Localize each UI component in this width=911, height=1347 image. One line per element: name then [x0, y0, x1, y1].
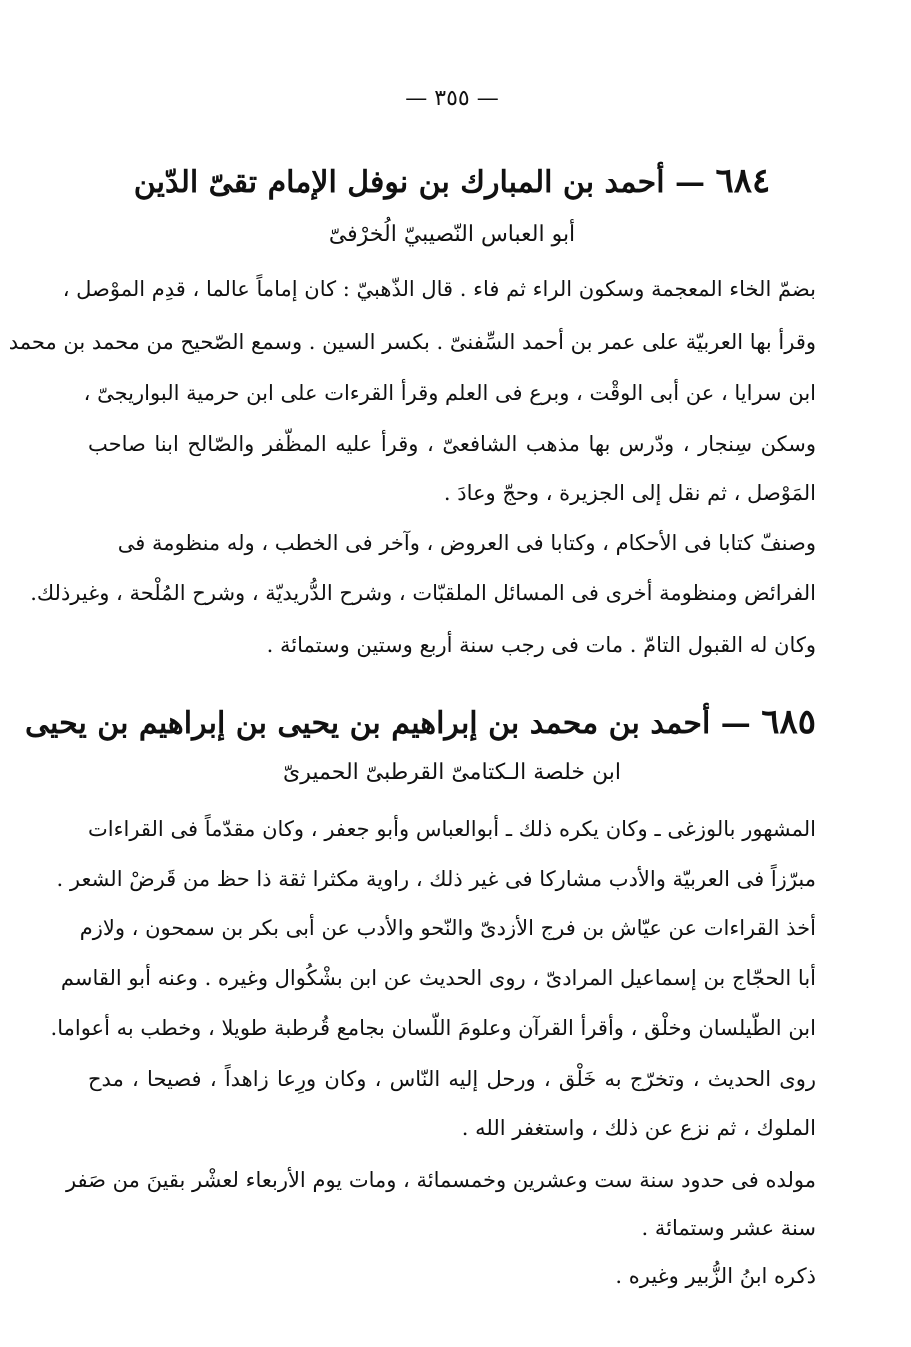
text-line: وقرأ بها العربيّة على عمر بن أحمد السِّفنىّ . بكسر السين . وسمع الصّحيح من محمد بن محمد — [8, 330, 816, 354]
text-line: وكان له القبول التامّ . مات فى رجب سنة أربع وستين وستمائة . — [266, 633, 816, 657]
entry-number: ٦٨٥ — [761, 702, 816, 742]
text-line: وسكن سِنجار ، ودّرس بها مذهب الشافعىّ ، وقرأ عليه المظّفر والصّالح ابنا صاحب — [88, 432, 816, 456]
entry-dash: — — [674, 165, 705, 200]
text-line: أخذ القراءات عن عيّاش بن فرج الأزدىّ والنّحو والأدب عن أبى بكر بن سمحون ، ولازم — [79, 916, 816, 940]
text-line: بضمّ الخاء المعجمة وسكون الراء ثم فاء . قال الذّهبيّ : كان إماماً عالما ، قدِم الموْصل ، — [62, 277, 816, 301]
entry-dash: — — [720, 706, 751, 741]
text-line: سنة عشر وستمائة . — [641, 1216, 816, 1240]
text-line: الملوك ، ثم نزع عن ذلك ، واستغفر الله . — [461, 1116, 816, 1140]
text-line: روى الحديث ، وتخرّج به خَلْق ، ورحل إليه النّاس ، وكان ورِعا زاهداً ، فصيحا ، مدح — [88, 1067, 816, 1091]
entry-title-684 — [88, 161, 816, 203]
text-line: أبا الحجّاج بن إسماعيل المرادىّ ، روى الحديث عن ابن بشْكُوال وغيره . وعنه أبو القاسم — [60, 966, 816, 990]
text-line: الفرائض ومنظومة أخرى فى المسائل الملقبّات ، وشرح الدُّريديّة ، وشرح المُلْحة ، وغيرذلك. — [30, 581, 816, 605]
page-number: — ٣٥٥ — — [405, 86, 499, 111]
document-page — [8, 0, 816, 1347]
text-line: وصنفّ كتابا فى الأحكام ، وكتابا فى العروض ، وآخر فى الخطب ، وله منظومة فى — [117, 531, 816, 555]
entry-title-685 — [25, 702, 816, 744]
text-line: ابن سرايا ، عن أبى الوقْت ، وبرع فى العلم وقرأ القرءات على ابن حرمية البواريجىّ ، — [83, 381, 816, 405]
text-line: مبرّزاً فى العربيّة والأدب مشاركا فى غير ذلك ، راوية مكثرا ثقة ذا حظ من قَرضْ الشعر . — [56, 867, 816, 891]
entry-subtitle-685: ابن خلصة الـكتامىّ القرطبىّ الحميرىّ — [283, 760, 621, 785]
text-line: ذكره ابنُ الزُّبير وغيره . — [615, 1264, 816, 1288]
entry-heading: أحمد بن المبارك بن نوفل الإمام تقىّ الدّين — [133, 165, 665, 200]
text-line: مولده فى حدود سنة ست وعشرين وخمسمائة ، ومات يوم الأربعاء لعشْر بقينَ من صَفر — [65, 1168, 816, 1192]
entry-heading: أحمد بن محمد بن إبراهيم بن يحيى بن إبراهيم بن يحيى — [25, 706, 711, 741]
text-line: المَوْصل ، ثم نقل إلى الجزيرة ، وحجّ وعادَ . — [443, 481, 816, 505]
entry-number: ٦٨٤ — [715, 161, 771, 201]
entry-subtitle-684: أبو العباس النّصيبيّ الُخرْفىّ — [328, 222, 576, 247]
text-line: ابن الطّيلسان وخلْق ، وأقرأ القرآن وعلومَ اللّسان بجامع قُرطبة طويلا ، وخطب به أعواما. — [50, 1016, 816, 1040]
text-line: المشهور بالوزغى ـ وكان يكره ذلك ـ أبوالعباس وأبو جعفر ، وكان مقدّماً فى القراءات — [88, 817, 816, 841]
